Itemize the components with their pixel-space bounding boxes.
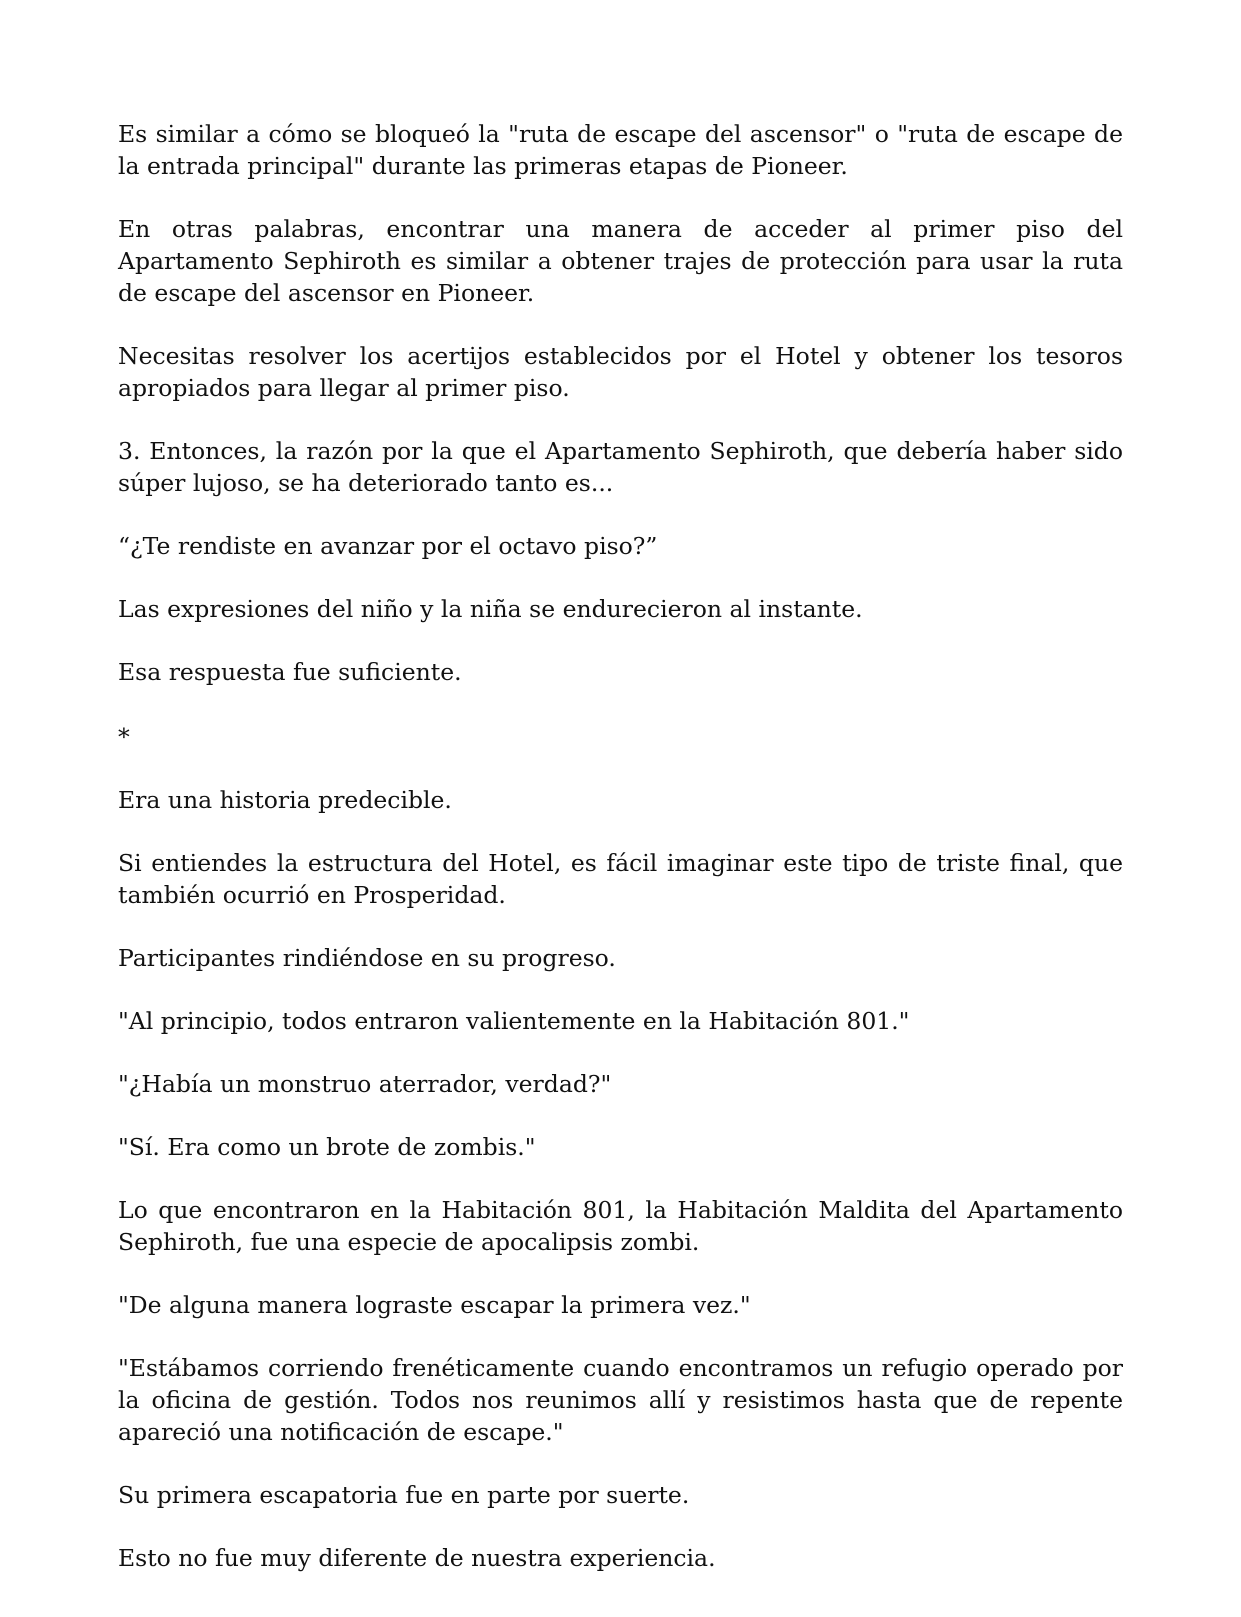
paragraph-17: "Estábamos corriendo frenéticamente cuando encontramos un refugio operado por la oficina de gestión. Todos nos reunimos allí y resistimos hasta que de repente apareció una notificación de escape."	[118, 1354, 1123, 1446]
paragraph-11: Participantes rindiéndose en su progreso.	[118, 944, 616, 972]
paragraph-1: Es similar a cómo se bloqueó la "ruta de escape del ascensor" o "ruta de escape de la entrada principal" durante las primeras etapas de Pioneer.	[118, 120, 1123, 180]
paragraph-4: 3. Entonces, la razón por la que el Apartamento Sephiroth, que debería haber sido súper lujoso, se ha deteriorado tanto es...	[118, 437, 1123, 497]
paragraph-13: "¿Había un monstruo aterrador, verdad?"	[118, 1070, 612, 1098]
paragraph-9: Era una historia predecible.	[118, 786, 452, 814]
paragraph-2: En otras palabras, encontrar una manera de acceder al primer piso del Apartamento Sephiroth es similar a obtener trajes de protección para usar la ruta de escape del ascensor en Pioneer.	[118, 215, 1123, 307]
paragraph-5: “¿Te rendiste en avanzar por el octavo piso?”	[118, 532, 658, 560]
paragraph-15: Lo que encontraron en la Habitación 801, la Habitación Maldita del Apartamento Sephiroth, fue una especie de apocalipsis zombi.	[118, 1196, 1123, 1256]
paragraph-19: Esto no fue muy diferente de nuestra experiencia.	[118, 1544, 716, 1572]
paragraph-18: Su primera escapatoria fue en parte por suerte.	[118, 1481, 690, 1509]
paragraph-14: "Sí. Era como un brote de zombis."	[118, 1133, 536, 1161]
paragraph-12: "Al principio, todos entraron valientemente en la Habitación 801."	[118, 1007, 910, 1035]
paragraph-3: Necesitas resolver los acertijos establecidos por el Hotel y obtener los tesoros apropiados para llegar al primer piso.	[118, 342, 1123, 402]
paragraph-6: Las expresiones del niño y la niña se endurecieron al instante.	[118, 595, 863, 623]
scene-break-asterisk: *	[118, 723, 130, 751]
paragraph-16: "De alguna manera lograste escapar la primera vez."	[118, 1291, 751, 1319]
paragraph-10: Si entiendes la estructura del Hotel, es fácil imaginar este tipo de triste final, que también ocurrió en Prosperidad.	[118, 849, 1123, 909]
paragraph-7: Esa respuesta fue suficiente.	[118, 658, 462, 686]
